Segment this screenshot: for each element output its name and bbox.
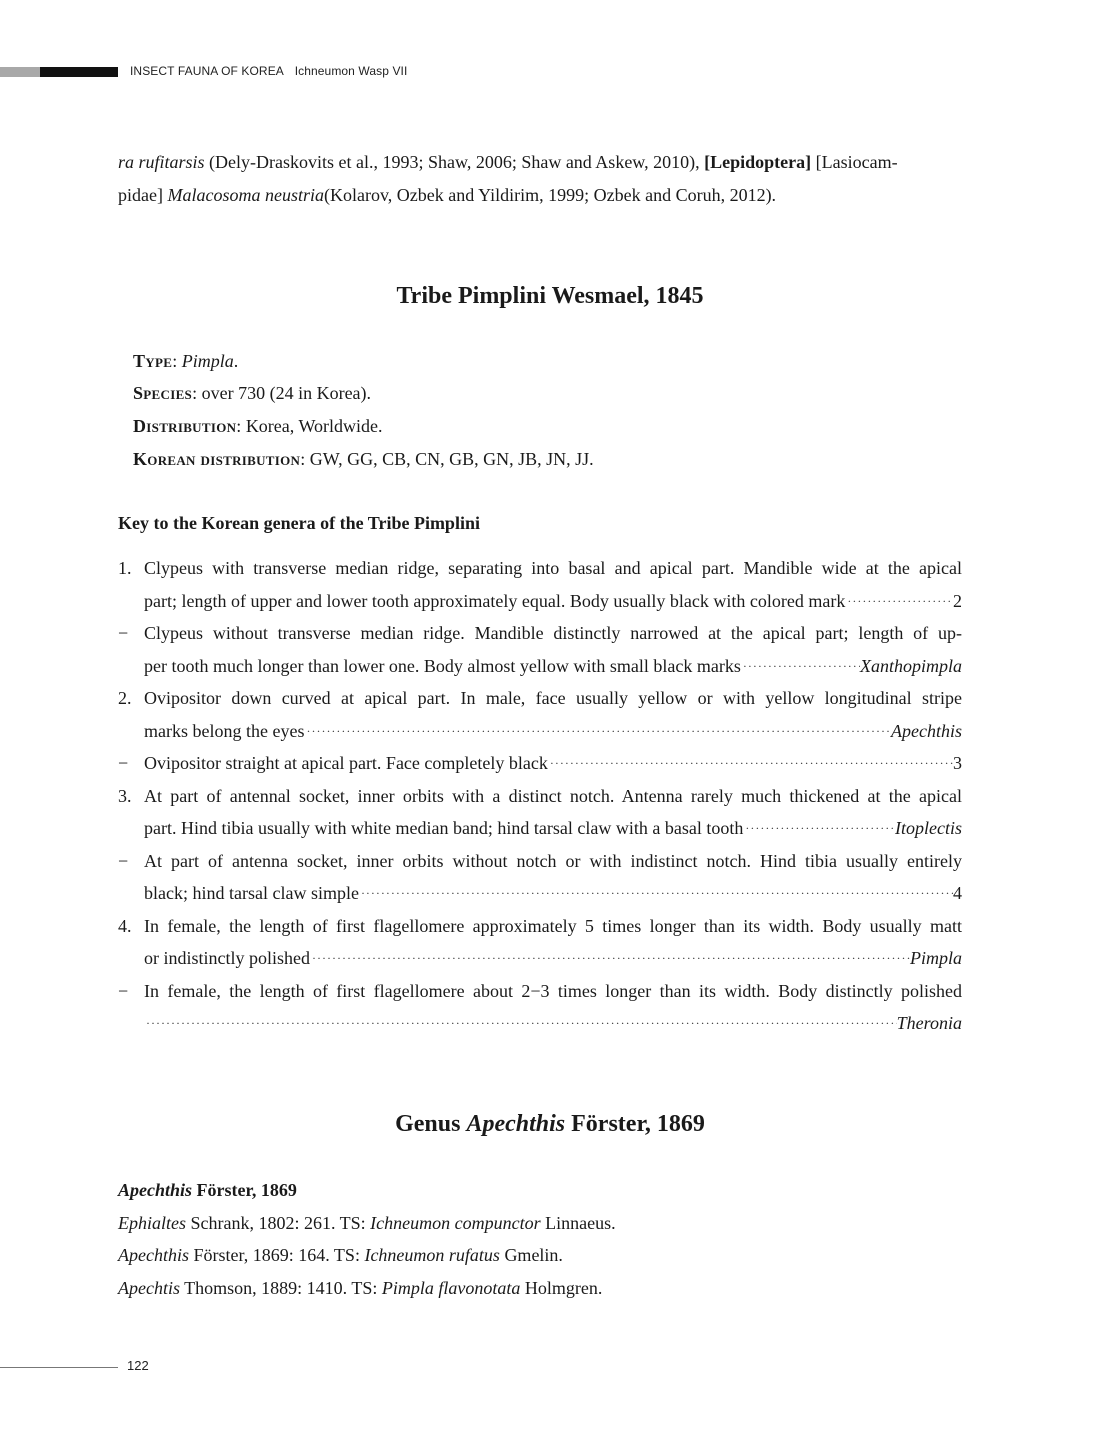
- key-result: Pimpla: [910, 948, 962, 968]
- korean-distribution-line: Korean distribution: GW, GG, CB, CN, GB, GN, JB, JN, JJ.: [133, 449, 594, 469]
- type-value: Pimpla: [181, 351, 234, 371]
- key-line: [118, 845, 962, 878]
- intro-line-2: [118, 179, 962, 212]
- key-line: [118, 910, 962, 943]
- synonym-citation: Förster, 1869: 164. TS:: [193, 1245, 360, 1265]
- page-number: 122: [127, 1358, 149, 1373]
- leader-dots: [741, 650, 860, 683]
- key-couplet-marker: 3.: [118, 785, 132, 806]
- synonym-type-species: Pimpla flavonotata: [381, 1277, 521, 1298]
- key-couplet-marker: −: [118, 980, 129, 1001]
- key-result: 2: [953, 590, 962, 611]
- intro-refs-2: (Kolarov, Ozbek and Yildirim, 1999; Ozbek and Coruh, 2012).: [323, 185, 777, 205]
- key-line-text: Ovipositor straight at apical part. Face completely black: [144, 753, 548, 773]
- intro-family-end: pidae]: [118, 185, 163, 205]
- key-line-text: marks belong the eyes: [144, 720, 305, 741]
- key-result: Itoplectis: [895, 818, 962, 838]
- key-result: 4: [953, 883, 962, 903]
- genus-entry-name: Apechthis: [118, 1180, 193, 1200]
- synonym-ts-author: Linnaeus.: [545, 1212, 616, 1233]
- key-line-text: At part of antennal socket, inner orbits with a distinct notch. Antenna rarely much thickened at the apical: [144, 785, 962, 806]
- key-result: Theronia: [896, 1013, 962, 1033]
- key-line: [118, 747, 962, 780]
- korean-distribution-value: GW, GG, CB, CN, GB, GN, JB, JN, JJ.: [309, 449, 594, 469]
- genus-entry-title: [118, 1174, 616, 1207]
- key-couplet-marker: −: [118, 623, 129, 643]
- genus-heading-prefix: Genus: [395, 1111, 461, 1137]
- key-line-text: In female, the length of first flagellomere approximately 5 times longer than its width. Body usually matt: [144, 915, 962, 936]
- synonym-ts-author: Gmelin.: [504, 1245, 563, 1265]
- key-line-text: black; hind tarsal claw simple: [144, 883, 359, 903]
- synonym-type-species: Ichneumon rufatus: [364, 1245, 500, 1265]
- running-header: [130, 64, 407, 78]
- leader-dots: [845, 585, 953, 618]
- synonym-ts-author: Holmgren.: [524, 1277, 603, 1298]
- leader-dots: [548, 747, 953, 780]
- key-list: [118, 552, 962, 1040]
- key-line-text: or indistinctly polished: [144, 948, 310, 968]
- genus-entry: [118, 1174, 616, 1304]
- key-line-text: Ovipositor down curved at apical part. In male, face usually yellow or with yellow longitudinal stripe: [144, 688, 962, 708]
- key-line: [118, 715, 962, 748]
- synonym-citation: Thomson, 1889: 1410. TS:: [184, 1277, 378, 1298]
- key-line: [118, 812, 962, 845]
- key-line: [118, 1007, 962, 1040]
- leader-dots: [359, 877, 953, 910]
- key-result: Xanthopimpla: [860, 655, 962, 676]
- key-couplet-marker: −: [118, 850, 129, 871]
- genus-heading-name: Apechthis: [466, 1111, 566, 1137]
- synonym-line: [118, 1207, 616, 1240]
- header-bar-black: [40, 67, 118, 77]
- type-line: Type: Pimpla.: [133, 351, 239, 371]
- key-line-text: per tooth much longer than lower one. Body almost yellow with small black marks: [144, 655, 741, 676]
- synonym-type-species: Ichneumon compunctor: [370, 1212, 541, 1233]
- key-line: [118, 877, 962, 910]
- key-result: 3: [953, 753, 962, 773]
- genus-heading-suffix: Förster, 1869: [571, 1111, 705, 1137]
- key-couplet-marker: 1.: [118, 558, 132, 578]
- distribution-value: Korea, Worldwide.: [245, 416, 383, 436]
- species-value: over 730 (24 in Korea).: [201, 383, 372, 403]
- header-bar-gray: [0, 67, 40, 77]
- synonym-citation: Schrank, 1802: 261. TS:: [190, 1212, 366, 1233]
- intro-refs-1: (Dely-Draskovits et al., 1993; Shaw, 2006; Shaw and Askew, 2010),: [209, 152, 700, 172]
- key-title: Key to the Korean genera of the Tribe Pimplini: [118, 513, 480, 533]
- genus-heading: [0, 1111, 1100, 1138]
- type-label: Type: [133, 351, 173, 371]
- volume-title: Ichneumon Wasp VII: [294, 64, 408, 78]
- key-line-text: part; length of upper and lower tooth approximately equal. Body usually black with colored mark: [144, 590, 846, 611]
- species-label: Species: [133, 383, 193, 403]
- key-line-text: Clypeus without transverse median ridge. Mandible distinctly narrowed at the apical part; length of up-: [144, 623, 962, 643]
- leader-dots: [310, 942, 910, 975]
- key-line: [118, 650, 962, 683]
- intro-family-part: [Lasiocam-: [815, 152, 898, 172]
- distribution-line: Distribution: Korea, Worldwide.: [133, 416, 383, 436]
- synonym-name: Ephialtes: [118, 1212, 186, 1233]
- intro-species-2: Malacosoma neustria: [167, 185, 324, 205]
- footer-rule: [0, 1367, 118, 1368]
- key-couplet-marker: −: [118, 753, 129, 773]
- synonym-name: Apechthis: [118, 1245, 189, 1265]
- intro-line-1: [118, 146, 962, 179]
- tribe-heading: Tribe Pimplini Wesmael, 1845: [396, 283, 704, 309]
- key-line-text: Clypeus with transverse median ridge, separating into basal and apical part. Mandible wide at the apical: [144, 558, 962, 578]
- species-line: Species: over 730 (24 in Korea).: [133, 383, 372, 403]
- key-line: [118, 942, 962, 975]
- distribution-label: Distribution: [133, 416, 237, 436]
- leader-dots: [144, 1007, 897, 1040]
- key-couplet-marker: 2.: [118, 688, 132, 708]
- leader-dots: [743, 812, 895, 845]
- key-line: [118, 552, 962, 585]
- key-result: Apechthis: [891, 720, 962, 741]
- leader-dots: [304, 715, 891, 748]
- key-line: [118, 585, 962, 618]
- intro-order: [Lepidoptera]: [704, 152, 812, 172]
- synonym-line: [118, 1239, 616, 1272]
- series-title: INSECT FAUNA OF KOREA: [130, 64, 284, 78]
- synonym-line: [118, 1272, 616, 1305]
- korean-distribution-label: Korean distribution: [133, 449, 301, 469]
- genus-entry-author: Förster, 1869: [196, 1180, 297, 1200]
- key-line-text: part. Hind tibia usually with white median band; hind tarsal claw with a basal tooth: [144, 818, 744, 838]
- key-line: [118, 780, 962, 813]
- key-line: [118, 617, 962, 650]
- key-line: [118, 682, 962, 715]
- synonym-name: Apechtis: [118, 1277, 180, 1298]
- key-line-text: In female, the length of first flagellomere about 2−3 times longer than its width. Body distinctly polished: [144, 980, 962, 1001]
- key-couplet-marker: 4.: [118, 915, 132, 936]
- key-line: [118, 975, 962, 1008]
- intro-species-1: ra rufitarsis: [118, 152, 205, 172]
- key-line-text: At part of antenna socket, inner orbits without notch or with indistinct notch. Hind tibia usually entirely: [144, 850, 962, 871]
